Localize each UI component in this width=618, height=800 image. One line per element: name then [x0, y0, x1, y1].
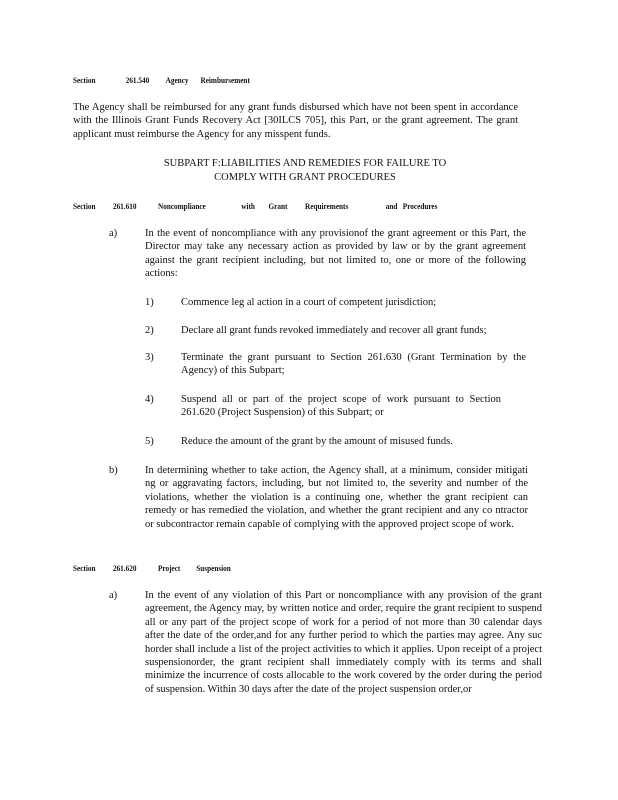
subpart-heading-line2: COMPLY WITH GRANT PROCEDURES — [214, 172, 396, 183]
list-item-label: 5) — [145, 436, 154, 447]
section-261-540-heading — [73, 75, 294, 86]
list-item-text: Suspend all or part of the project scope of work pursuant to Section 261.620 (Project Suspension) of this Subpart; or — [181, 394, 501, 419]
section-title-part: Requirements — [305, 201, 349, 211]
section-261-610-b-text: In determining whether to take action, the Agency shall, at a minimum, consider mitigati ng or aggravating factors, including, but not limited to, the severity and number of the violations, whether the violation is a continuing one, whether the grant recipient can remedy or has remedied the violation, and whether the grant recipient and any co ntractor or subcontractor remain capable of complying with the approved project scope of work. — [145, 465, 528, 530]
section-number: 261.620 — [112, 563, 137, 573]
list-item-label: 1) — [145, 297, 154, 308]
section-number: 261.540 — [125, 75, 150, 85]
section-title-part: and — [385, 201, 398, 211]
list-item-label: 3) — [145, 352, 154, 363]
list-item-label: 4) — [145, 394, 154, 405]
section-title-part: Noncompliance — [158, 201, 206, 211]
section-title-part: Project — [158, 563, 181, 573]
section-title-part: Procedures — [402, 201, 438, 211]
list-item-text: Terminate the grant pursuant to Section 261.630 (Grant Termination by the Agency) of this Subpart; — [181, 352, 526, 377]
list-item-text: Declare all grant funds revoked immediately and recover all grant funds; — [181, 325, 487, 336]
section-261-620-heading — [73, 563, 260, 574]
section-word: Section — [73, 563, 96, 573]
list-item-label: 2) — [145, 325, 154, 336]
section-261-620-a-text: In the event of any violation of this Part or noncompliance with any provision of the grant agreement, the Agency may, by written notice and order, require the grant recipient to suspend all or any part of the project scope of work for a period of not more than 30 calendar days after the date of the order,and for any further period to which the parties may agree. Any suc horder shall include a list of the project activities to which it applies. Upon receipt of a project suspensionorder, the grant recipient shall immediately comply with its terms and shall minimize the incurrence of costs allocable to the work covered by the order during the period of suspension. Within 30 days after the date of the project suspension order,or — [145, 590, 542, 695]
list-item-text: Reduce the amount of the grant by the amount of misused funds. — [181, 436, 453, 447]
section-261-610-a-text: In the event of noncompliance with any provisionof the grant agreement or this Part, the Director may take any necessary action as provided by law or by the grant agreement against the grant recipient including, but not limited to, one or more of the following actions: — [145, 228, 526, 280]
section-word: Section — [73, 75, 96, 85]
section-title-part: Agency — [165, 75, 189, 85]
paragraph-label: a) — [109, 590, 118, 601]
section-number: 261.610 — [112, 201, 137, 211]
paragraph-label: a) — [109, 228, 118, 239]
section-title-part: Suspension — [196, 563, 231, 573]
section-title-part: Grant — [268, 201, 288, 211]
section-261-540-body: The Agency shall be reimbursed for any grant funds disbursed which have not been spent in accordance with the Illinois Grant Funds Recovery Act [30ILCS 705], this Part, or the grant agreement. The grant applicant must reimburse the Agency for any misspent funds. — [73, 102, 518, 140]
subpart-heading-line1: SUBPART F:LIABILITIES AND REMEDIES FOR FAILURE TO — [163, 158, 447, 169]
section-word: Section — [73, 201, 96, 211]
section-title-part: Reimbursement — [200, 75, 250, 85]
section-title-part: with — [241, 201, 255, 211]
section-261-610-heading — [73, 201, 447, 212]
list-item-text: Commence leg al action in a court of competent jurisdiction; — [181, 297, 437, 308]
paragraph-label: b) — [109, 465, 118, 476]
